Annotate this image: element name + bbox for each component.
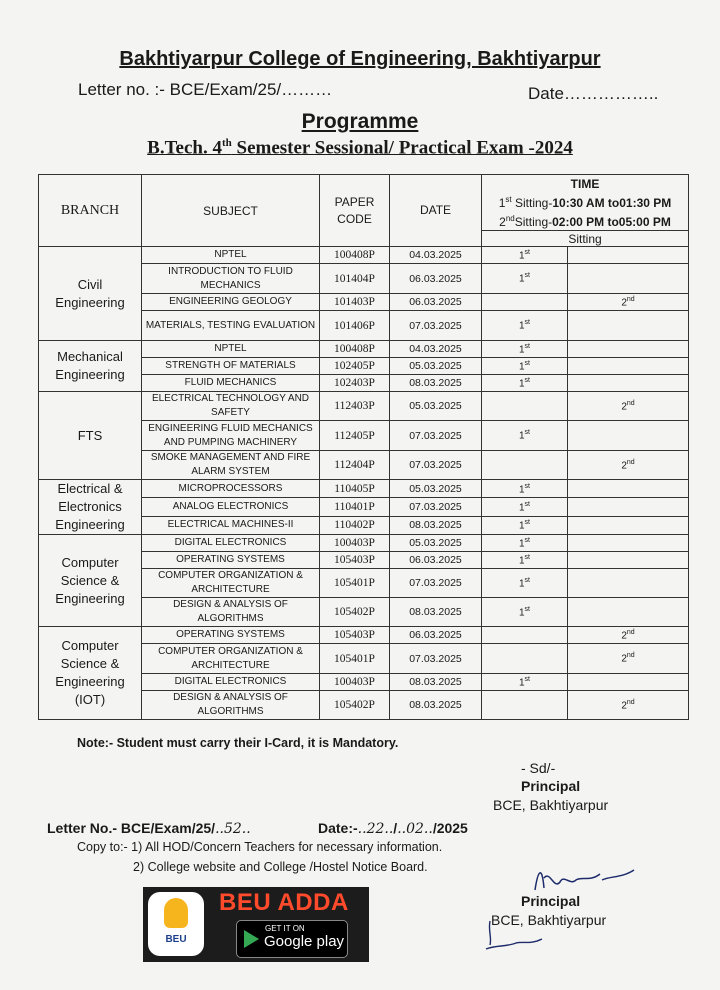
- sitting-mark: 1: [518, 607, 525, 619]
- sitting-2-cell: [568, 451, 689, 480]
- paper-code-cell: 110405P: [320, 480, 390, 498]
- table-row: [39, 247, 689, 264]
- sitting-1-cell: [482, 392, 568, 421]
- sitting-1-cell: [482, 375, 568, 392]
- sitting-mark-suffix: st: [524, 376, 530, 384]
- play-store-icon: [244, 930, 259, 948]
- sitting-mark-suffix: nd: [626, 652, 635, 660]
- sitting-mark-suffix: st: [524, 429, 530, 437]
- date-cell: 08.03.2025: [390, 516, 482, 534]
- sitting-mark-suffix: nd: [626, 698, 635, 706]
- sitting-2-cell: [568, 552, 689, 569]
- date-cell: 08.03.2025: [390, 375, 482, 392]
- letter-number-filled: Letter No.- BCE/Exam/25/..52..: [47, 820, 251, 837]
- date-cell: 07.03.2025: [390, 498, 482, 516]
- sitting-mark-suffix: st: [524, 482, 530, 490]
- sitting-mark: 1: [518, 483, 525, 495]
- branch-name-line: Mechanical: [57, 349, 123, 364]
- subject-cell: DESIGN & ANALYSIS OF ALGORITHMS: [142, 598, 320, 627]
- college-short: BCE, Bakhtiyarpur: [493, 797, 609, 813]
- branch-name-line: FTS: [77, 427, 103, 443]
- subject-cell: FLUID MECHANICS: [142, 375, 320, 392]
- date-cell: 07.03.2025: [390, 311, 482, 341]
- header-time: TIME 1st Sitting-10:30 AM to01:30 PM 2ndSitting-02:00 PM to05:00 PM: [482, 175, 689, 231]
- copy-to-line-1: Copy to:- 1) All HOD/Concern Teachers for necessary information.: [77, 840, 443, 854]
- sitting-mark: 2: [621, 653, 627, 665]
- date-cell: 05.03.2025: [390, 358, 482, 375]
- principal-title: Principal: [521, 778, 581, 794]
- sitting-mark: 1: [518, 520, 525, 532]
- table-row: [39, 341, 689, 358]
- paper-code-cell: 105403P: [320, 552, 390, 569]
- branch-name-line: Engineering: [55, 590, 125, 606]
- header-branch: BRANCH: [39, 175, 142, 247]
- sitting-mark: 2: [621, 700, 627, 712]
- date-cell: 04.03.2025: [390, 341, 482, 358]
- subject-cell: OPERATING SYSTEMS: [142, 627, 320, 644]
- subject-cell: ELECTRICAL TECHNOLOGY AND SAFETY: [142, 392, 320, 421]
- letter-number: Letter no. :- BCE/Exam/25/………: [78, 80, 333, 99]
- sitting-2-cell: [568, 535, 689, 552]
- sitting-mark: 1: [518, 538, 525, 550]
- programme-table: [38, 174, 689, 720]
- bulb-icon: [164, 898, 188, 928]
- paper-code-cell: 101406P: [320, 311, 390, 341]
- subject-cell: INTRODUCTION TO FLUID MECHANICS: [142, 264, 320, 294]
- get-it-on-label: GET IT ON: [265, 924, 305, 933]
- sitting-mark: 2: [621, 297, 627, 309]
- date-cell: 08.03.2025: [390, 598, 482, 627]
- sitting-mark: 2: [621, 460, 627, 472]
- sitting-1-cell: [482, 247, 568, 264]
- paper-code-cell: 100408P: [320, 247, 390, 264]
- sitting-1-cell: [482, 311, 568, 341]
- sitting-mark: 1: [518, 361, 525, 373]
- branch-name-line: Computer: [61, 554, 119, 570]
- paper-code-cell: 101404P: [320, 264, 390, 294]
- google-play-button[interactable]: [236, 920, 348, 958]
- subject-cell: DIGITAL ELECTRONICS: [142, 535, 320, 552]
- branch-cell: [39, 392, 142, 480]
- branch-name-line: Science &: [60, 572, 120, 588]
- beu-logo: BEU: [148, 892, 204, 956]
- subject-cell: COMPUTER ORGANIZATION & ARCHITECTURE: [142, 569, 320, 598]
- sitting-2-cell: [568, 627, 689, 644]
- sitting-2-cell: [568, 358, 689, 375]
- principal-title-2: Principal: [521, 893, 581, 909]
- sitting-2-cell: [568, 569, 689, 598]
- sitting-2-cell: [568, 392, 689, 421]
- programme-heading: Programme: [301, 110, 419, 133]
- sitting-mark-suffix: st: [524, 359, 530, 367]
- sitting-mark-suffix: nd: [626, 295, 635, 303]
- subject-cell: DESIGN & ANALYSIS OF ALGORITHMS: [142, 691, 320, 720]
- header-subject: SUBJECT: [142, 175, 320, 247]
- subject-cell: SMOKE MANAGEMENT AND FIRE ALARM SYSTEM: [142, 451, 320, 480]
- table-row: [39, 627, 689, 644]
- paper-code-cell: 112404P: [320, 451, 390, 480]
- subject-cell: ANALOG ELECTRONICS: [142, 498, 320, 516]
- date-cell: 06.03.2025: [390, 294, 482, 311]
- paper-code-cell: 112403P: [320, 392, 390, 421]
- sitting-1-cell: [482, 569, 568, 598]
- sitting-1-cell: [482, 552, 568, 569]
- header-date: DATE: [390, 175, 482, 247]
- branch-name-line: (IOT): [74, 692, 106, 707]
- branch-name-line: Engineering: [55, 294, 125, 310]
- paper-code-cell: 105401P: [320, 644, 390, 674]
- paper-code-cell: 105401P: [320, 569, 390, 598]
- branch-name-line: Engineering: [55, 367, 125, 382]
- letter-date-filled: Date:-..22../..02../2025: [318, 820, 468, 837]
- branch-name-line: Engineering: [55, 517, 125, 532]
- paper-code-cell: 102405P: [320, 358, 390, 375]
- paper-code-cell: 112405P: [320, 421, 390, 451]
- sitting-mark: 1: [518, 677, 525, 689]
- date-cell: 07.03.2025: [390, 421, 482, 451]
- table-row: [39, 480, 689, 498]
- subject-cell: ENGINEERING GEOLOGY: [142, 294, 320, 311]
- subject-cell: MATERIALS, TESTING EVALUATION: [142, 311, 320, 341]
- sitting-1-cell: [482, 498, 568, 516]
- date-cell: 08.03.2025: [390, 674, 482, 691]
- sitting-1-cell: [482, 627, 568, 644]
- sitting-1-cell: [482, 516, 568, 534]
- branch-name-line: Electrical &: [57, 481, 123, 496]
- paper-code-cell: 100403P: [320, 674, 390, 691]
- date-cell: 07.03.2025: [390, 569, 482, 598]
- sitting-1-cell: [482, 644, 568, 674]
- sitting-mark-suffix: st: [524, 248, 530, 256]
- sitting-1-cell: [482, 598, 568, 627]
- sitting-mark: 1: [518, 430, 525, 442]
- sitting-1-cell: [482, 294, 568, 311]
- sitting-mark: 2: [621, 401, 627, 413]
- signed-mark: - Sd/-: [521, 760, 556, 776]
- sitting-mark-suffix: nd: [626, 458, 635, 466]
- sitting-2-cell: [568, 294, 689, 311]
- sitting-mark-suffix: st: [524, 675, 530, 683]
- sitting-mark: 1: [518, 555, 525, 567]
- college-short-2: BCE, Bakhtiyarpur: [491, 912, 607, 928]
- paper-code-cell: 102403P: [320, 375, 390, 392]
- sitting-1-cell: [482, 480, 568, 498]
- sitting-mark-suffix: st: [524, 500, 530, 508]
- badge-title: BEU ADDA: [219, 889, 349, 916]
- sitting-1-cell: [482, 535, 568, 552]
- sitting-2-cell: [568, 421, 689, 451]
- branch-name-line: Engineering: [55, 674, 125, 689]
- sitting-mark: 1: [518, 273, 525, 285]
- sitting-mark-suffix: st: [524, 536, 530, 544]
- paper-code-cell: 101403P: [320, 294, 390, 311]
- paper-code-cell: 100408P: [320, 341, 390, 358]
- paper-code-cell: 105403P: [320, 627, 390, 644]
- branch-name-line: Science &: [60, 656, 120, 671]
- sitting-2-cell: [568, 375, 689, 392]
- date-cell: 07.03.2025: [390, 451, 482, 480]
- sitting-mark-suffix: st: [524, 553, 530, 561]
- paper-code-cell: 105402P: [320, 691, 390, 720]
- sitting-1-cell: [482, 421, 568, 451]
- sitting-2-cell: [568, 644, 689, 674]
- sitting-2-cell: [568, 674, 689, 691]
- sitting-mark: 1: [518, 250, 525, 262]
- date-cell: 06.03.2025: [390, 552, 482, 569]
- sitting-2-cell: [568, 498, 689, 516]
- branch-cell: [39, 247, 142, 341]
- date-cell: 08.03.2025: [390, 691, 482, 720]
- table-row: [39, 535, 689, 552]
- paper-code-cell: 105402P: [320, 598, 390, 627]
- sitting-mark: 1: [518, 502, 525, 514]
- sitting-mark-suffix: st: [524, 319, 530, 327]
- branch-cell: [39, 341, 142, 392]
- header-sitting: Sitting: [482, 231, 689, 247]
- date-cell: 06.03.2025: [390, 264, 482, 294]
- exam-title: B.Tech. 4th Semester Sessional/ Practical Exam -2024: [147, 137, 573, 159]
- date-cell: 07.03.2025: [390, 644, 482, 674]
- paper-code-cell: 100403P: [320, 535, 390, 552]
- sitting-2-cell: [568, 598, 689, 627]
- paper-code-cell: 110402P: [320, 516, 390, 534]
- sitting-mark-suffix: nd: [626, 628, 635, 636]
- sitting-mark: 1: [518, 344, 525, 356]
- sitting-1-cell: [482, 358, 568, 375]
- sitting-mark-suffix: st: [524, 605, 530, 613]
- header-paper-code: PAPER CODE: [320, 175, 390, 247]
- sitting-2-cell: [568, 480, 689, 498]
- note: Note:- Student must carry their I-Card, it is Mandatory.: [77, 736, 399, 750]
- sitting-mark-suffix: st: [524, 576, 530, 584]
- sitting-1-cell: [482, 674, 568, 691]
- date-cell: 05.03.2025: [390, 535, 482, 552]
- paper-code-cell: 110401P: [320, 498, 390, 516]
- date-cell: 04.03.2025: [390, 247, 482, 264]
- sitting-mark-suffix: st: [524, 342, 530, 350]
- date-cell: 06.03.2025: [390, 627, 482, 644]
- sitting-mark: 1: [518, 320, 525, 332]
- subject-cell: MICROPROCESSORS: [142, 480, 320, 498]
- branch-name-line: Computer: [61, 638, 119, 653]
- sitting-2-cell: [568, 311, 689, 341]
- table-row: [39, 392, 689, 421]
- subject-cell: ENGINEERING FLUID MECHANICS AND PUMPING MACHINERY: [142, 421, 320, 451]
- sitting-2-cell: [568, 341, 689, 358]
- sitting-mark-suffix: st: [524, 272, 530, 280]
- sitting-1-cell: [482, 691, 568, 720]
- subject-cell: NPTEL: [142, 247, 320, 264]
- sitting-2-cell: [568, 516, 689, 534]
- subject-cell: ELECTRICAL MACHINES-II: [142, 516, 320, 534]
- google-play-label: Google play: [264, 933, 345, 950]
- branch-cell: [39, 535, 142, 627]
- beu-adda-badge[interactable]: [143, 887, 369, 962]
- sitting-1-cell: [482, 341, 568, 358]
- sitting-1-cell: [482, 451, 568, 480]
- subject-cell: STRENGTH OF MATERIALS: [142, 358, 320, 375]
- sitting-mark-suffix: nd: [626, 399, 635, 407]
- sitting-mark: 1: [518, 578, 525, 590]
- branch-cell: [39, 627, 142, 720]
- sitting-mark: 2: [621, 630, 627, 642]
- sitting-mark-suffix: st: [524, 519, 530, 527]
- copy-to-line-2: 2) College website and College /Hostel Notice Board.: [133, 860, 428, 874]
- college-name: Bakhtiyarpur College of Engineering, Bakhtiyarpur: [119, 48, 601, 70]
- sitting-2-cell: [568, 264, 689, 294]
- branch-name-line: Electronics: [58, 499, 122, 514]
- letter-date: Date……………..: [528, 84, 659, 103]
- subject-cell: COMPUTER ORGANIZATION & ARCHITECTURE: [142, 644, 320, 674]
- date-cell: 05.03.2025: [390, 392, 482, 421]
- sitting-2-cell: [568, 691, 689, 720]
- date-cell: 05.03.2025: [390, 480, 482, 498]
- branch-cell: [39, 480, 142, 535]
- branch-name-line: Civil: [77, 276, 103, 292]
- sitting-mark: 1: [518, 378, 525, 390]
- subject-cell: DIGITAL ELECTRONICS: [142, 674, 320, 691]
- subject-cell: NPTEL: [142, 341, 320, 358]
- sitting-2-cell: [568, 247, 689, 264]
- date-signature: [482, 915, 552, 955]
- sitting-1-cell: [482, 264, 568, 294]
- subject-cell: OPERATING SYSTEMS: [142, 552, 320, 569]
